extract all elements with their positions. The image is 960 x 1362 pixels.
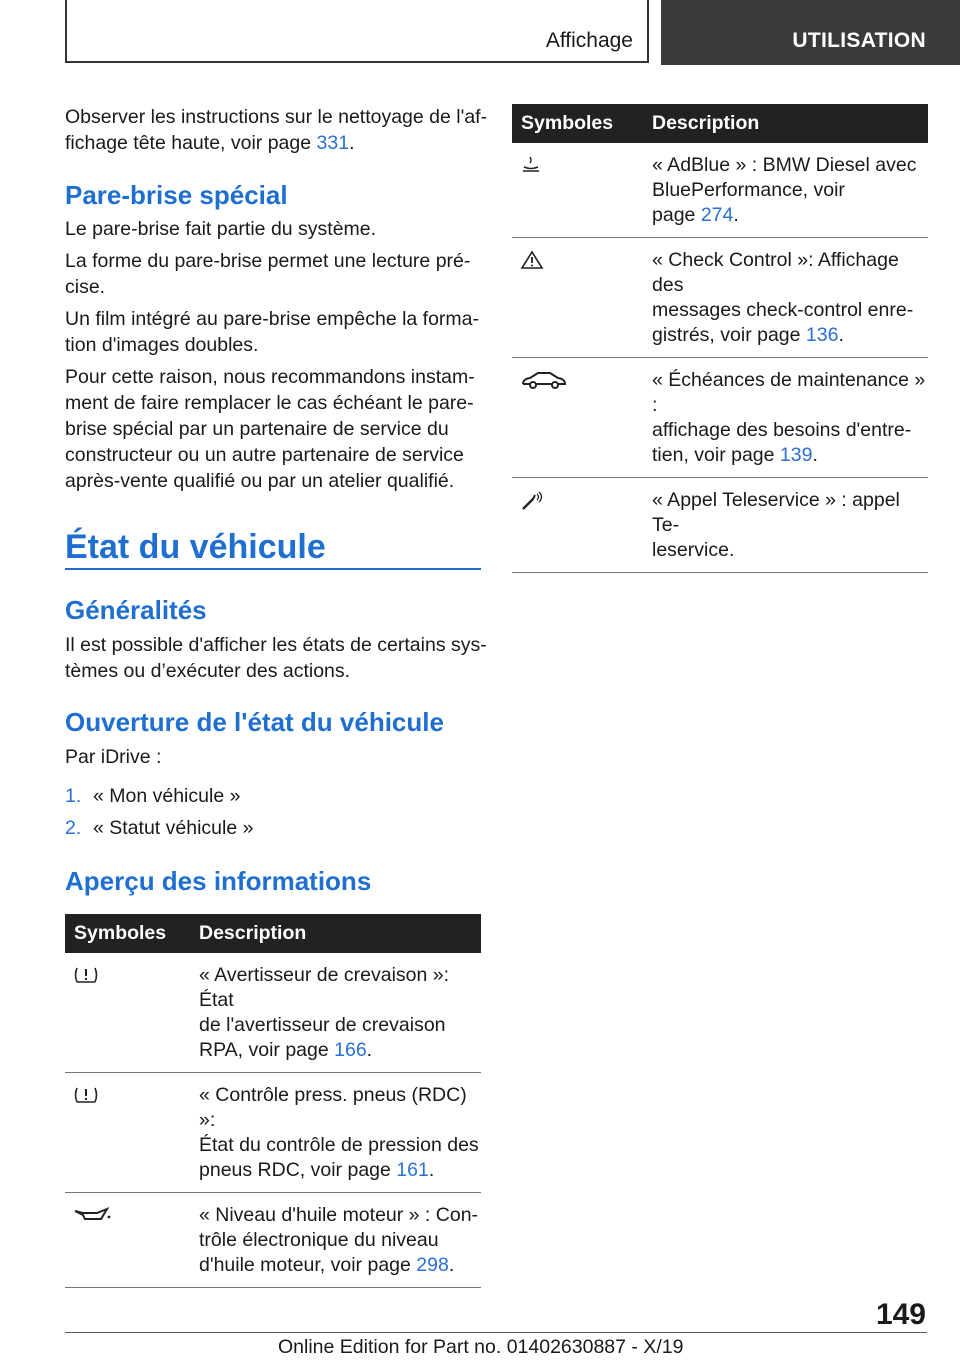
open-status-heading: Ouverture de l'état du véhicule xyxy=(65,707,444,737)
paragraph: Pour cette raison, nous recommandons instam- xyxy=(65,366,475,388)
page-link-331[interactable]: 331 xyxy=(316,132,350,154)
row-description: « Appel Teleservice » : appel Te- leservice. xyxy=(643,478,928,573)
table-row xyxy=(512,478,928,573)
table-row xyxy=(512,143,928,238)
row-description: « Contrôle press. pneus (RDC) »: État du contrôle de pression des pneus RDC, voir page 161. xyxy=(190,1073,481,1193)
page-link-298[interactable]: 298 xyxy=(416,1254,449,1276)
page-link-139[interactable]: 139 xyxy=(779,444,813,466)
footer-rule xyxy=(65,1332,927,1333)
paragraph: tèmes ou d’exécuter des actions. xyxy=(65,660,351,682)
paragraph: Par iDrive : xyxy=(65,746,162,768)
tire-warning-icon xyxy=(65,953,190,1073)
row-description: « Check Control »: Affichage des messages check-control enre- gistrés, voir page 136. xyxy=(643,238,928,358)
wrench-signal-icon xyxy=(512,478,643,573)
header-section-box xyxy=(65,0,649,63)
step-text: « Statut véhicule » xyxy=(93,817,254,839)
page-link-166[interactable]: 166 xyxy=(334,1039,367,1061)
page-link-161[interactable]: 161 xyxy=(396,1159,429,1181)
table-row xyxy=(512,238,928,358)
row-description: « Échéances de maintenance » : affichage des besoins d'entre- tien, voir page 139. xyxy=(643,358,928,478)
col-header-symbol: Symboles xyxy=(512,104,643,143)
col-header-description: Description xyxy=(190,914,481,953)
footer-edition: Online Edition for Part no. 01402630887 - X/19 xyxy=(278,1336,684,1358)
vehicle-status-heading: État du véhicule xyxy=(65,528,326,566)
car-service-icon xyxy=(512,358,643,478)
paragraph: après-vente qualifié ou par un atelier qualifié. xyxy=(65,470,455,492)
paragraph: tion d'images doubles. xyxy=(65,334,259,356)
page-number: 149 xyxy=(875,1298,926,1331)
oil-can-icon xyxy=(65,1193,190,1288)
paragraph: La forme du pare-brise permet une lecture pré- xyxy=(65,250,471,272)
intro-line-1: Observer les instructions sur le nettoyage de l'af- xyxy=(65,106,488,128)
tire-pressure-icon xyxy=(65,1073,190,1193)
row-description: « Niveau d'huile moteur » : Con- trôle électronique du niveau d'huile moteur, voir page 298. xyxy=(190,1193,481,1288)
header-section-title: Affichage xyxy=(545,29,633,52)
step-number: 1. xyxy=(65,785,82,807)
symbols-table-right xyxy=(512,104,928,573)
symbols-table-left xyxy=(65,914,481,1288)
general-heading: Généralités xyxy=(65,595,207,625)
row-description: « Avertisseur de crevaison »: État de l'avertisseur de crevaison RPA, voir page 166. xyxy=(190,953,481,1073)
intro-text: fichage tête haute, voir page xyxy=(65,132,317,154)
table-row xyxy=(512,358,928,478)
heading-rule xyxy=(65,568,481,570)
page-link-136[interactable]: 136 xyxy=(805,324,839,346)
paragraph: constructeur ou un autre partenaire de service xyxy=(65,444,464,466)
header-chapter-title: UTILISATION xyxy=(792,29,926,52)
intro-line-2 xyxy=(65,130,354,156)
step-text: « Mon véhicule » xyxy=(93,785,241,807)
paragraph: cise. xyxy=(65,276,106,298)
paragraph: Le pare-brise fait partie du système. xyxy=(65,218,377,240)
col-header-symbol: Symboles xyxy=(65,914,190,953)
special-windshield-heading: Pare-brise spécial xyxy=(65,180,288,210)
overview-heading: Aperçu des informations xyxy=(65,866,372,896)
paragraph: brise spécial par un partenaire de service du xyxy=(65,418,449,440)
adblue-icon xyxy=(512,143,643,238)
col-header-description: Description xyxy=(643,104,928,143)
table-row xyxy=(65,1073,481,1193)
step-number: 2. xyxy=(65,817,82,839)
row-description: « AdBlue » : BMW Diesel avec BluePerformance, voir page 274. xyxy=(643,143,928,238)
table-row xyxy=(65,1193,481,1288)
header-chapter-box xyxy=(661,0,960,65)
paragraph: Un film intégré au pare-brise empêche la forma- xyxy=(65,308,480,330)
paragraph: ment de faire remplacer le cas échéant le pare- xyxy=(65,392,474,414)
intro-end: . xyxy=(349,132,355,154)
table-row xyxy=(65,953,481,1073)
paragraph: Il est possible d'afficher les états de certains sys- xyxy=(65,634,487,656)
page-link-274[interactable]: 274 xyxy=(700,204,734,226)
warning-triangle-icon xyxy=(512,238,643,358)
